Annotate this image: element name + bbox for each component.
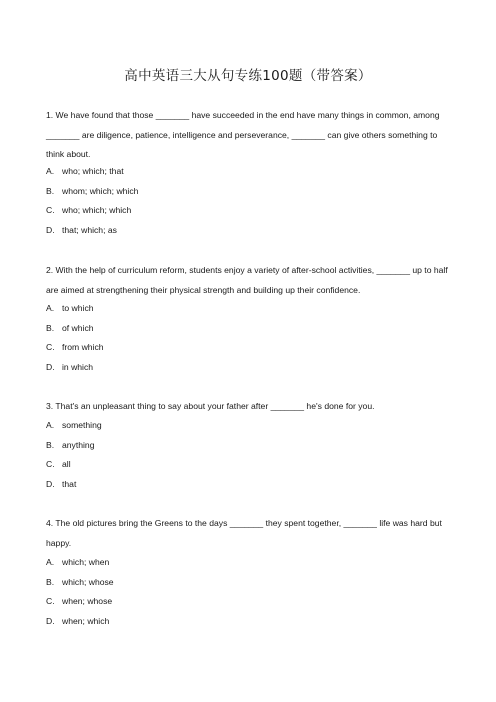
option-letter: A. [46,420,55,430]
option-item [46,455,456,475]
option-item [46,592,456,612]
option-item [46,475,456,495]
option-item [46,299,456,319]
option-letter: B. [46,576,55,587]
option-item [46,573,456,593]
question-1-options [46,162,456,240]
option-letter: D. [46,615,55,626]
question-3-text: 3. That's an unpleasant thing to say about your father after _______ he's done for you. [46,401,375,411]
option-text: in which [62,361,94,372]
option-letter: B. [46,322,55,333]
question-3-options [46,416,456,494]
option-text: who; which; that [62,166,124,176]
option-letter: C. [46,342,55,352]
option-item [46,201,456,221]
option-letter: D. [46,478,55,489]
question-4-options [46,553,456,631]
option-text: when; whose [62,596,113,606]
option-item [46,612,456,632]
option-letter: A. [46,303,55,313]
option-letter: D. [46,361,55,372]
option-text: which; when [62,557,110,567]
option-item [46,416,456,436]
question-2-text: 2. With the help of curriculum reform, students enjoy a variety of after-school activities, _______ up to half are aimed at strengthening their physical strength and building up their confidence. [46,265,448,295]
option-item [46,221,456,241]
option-text: anything [62,439,95,450]
option-text: that; which; as [62,224,117,235]
option-text: to which [62,303,94,313]
option-letter: B. [46,439,55,450]
option-item [46,338,456,358]
option-letter: D. [46,224,55,235]
document-title: 高中英语三大从句专练100题（带答案） [124,68,372,84]
option-text: something [62,420,102,430]
option-letter: B. [46,185,55,196]
option-item [46,358,456,378]
question-1-text: 1. We have found that those _______ have succeeded in the end have many things in common, among _______ are diligence, patience, intelligence and perseverance, _______ can give others something to think about. [46,110,440,159]
option-letter: C. [46,596,55,606]
option-item [46,436,456,456]
option-text: of which [62,322,94,333]
option-text: all [62,459,71,469]
option-letter: C. [46,459,55,469]
option-item [46,553,456,573]
option-text: whom; which; which [62,185,139,196]
option-item [46,182,456,202]
option-text: that [62,478,77,489]
question-4-text: 4. The old pictures bring the Greens to the days _______ they spent together, _______ life was hard but happy. [46,518,442,548]
question-2-options [46,299,456,377]
option-text: when; which [62,615,110,626]
option-letter: C. [46,205,55,215]
option-letter: A. [46,166,55,176]
option-item [46,162,456,182]
option-text: who; which; which [62,205,132,215]
option-letter: A. [46,557,55,567]
option-text: from which [62,342,104,352]
option-item [46,319,456,339]
option-text: which; whose [62,576,114,587]
